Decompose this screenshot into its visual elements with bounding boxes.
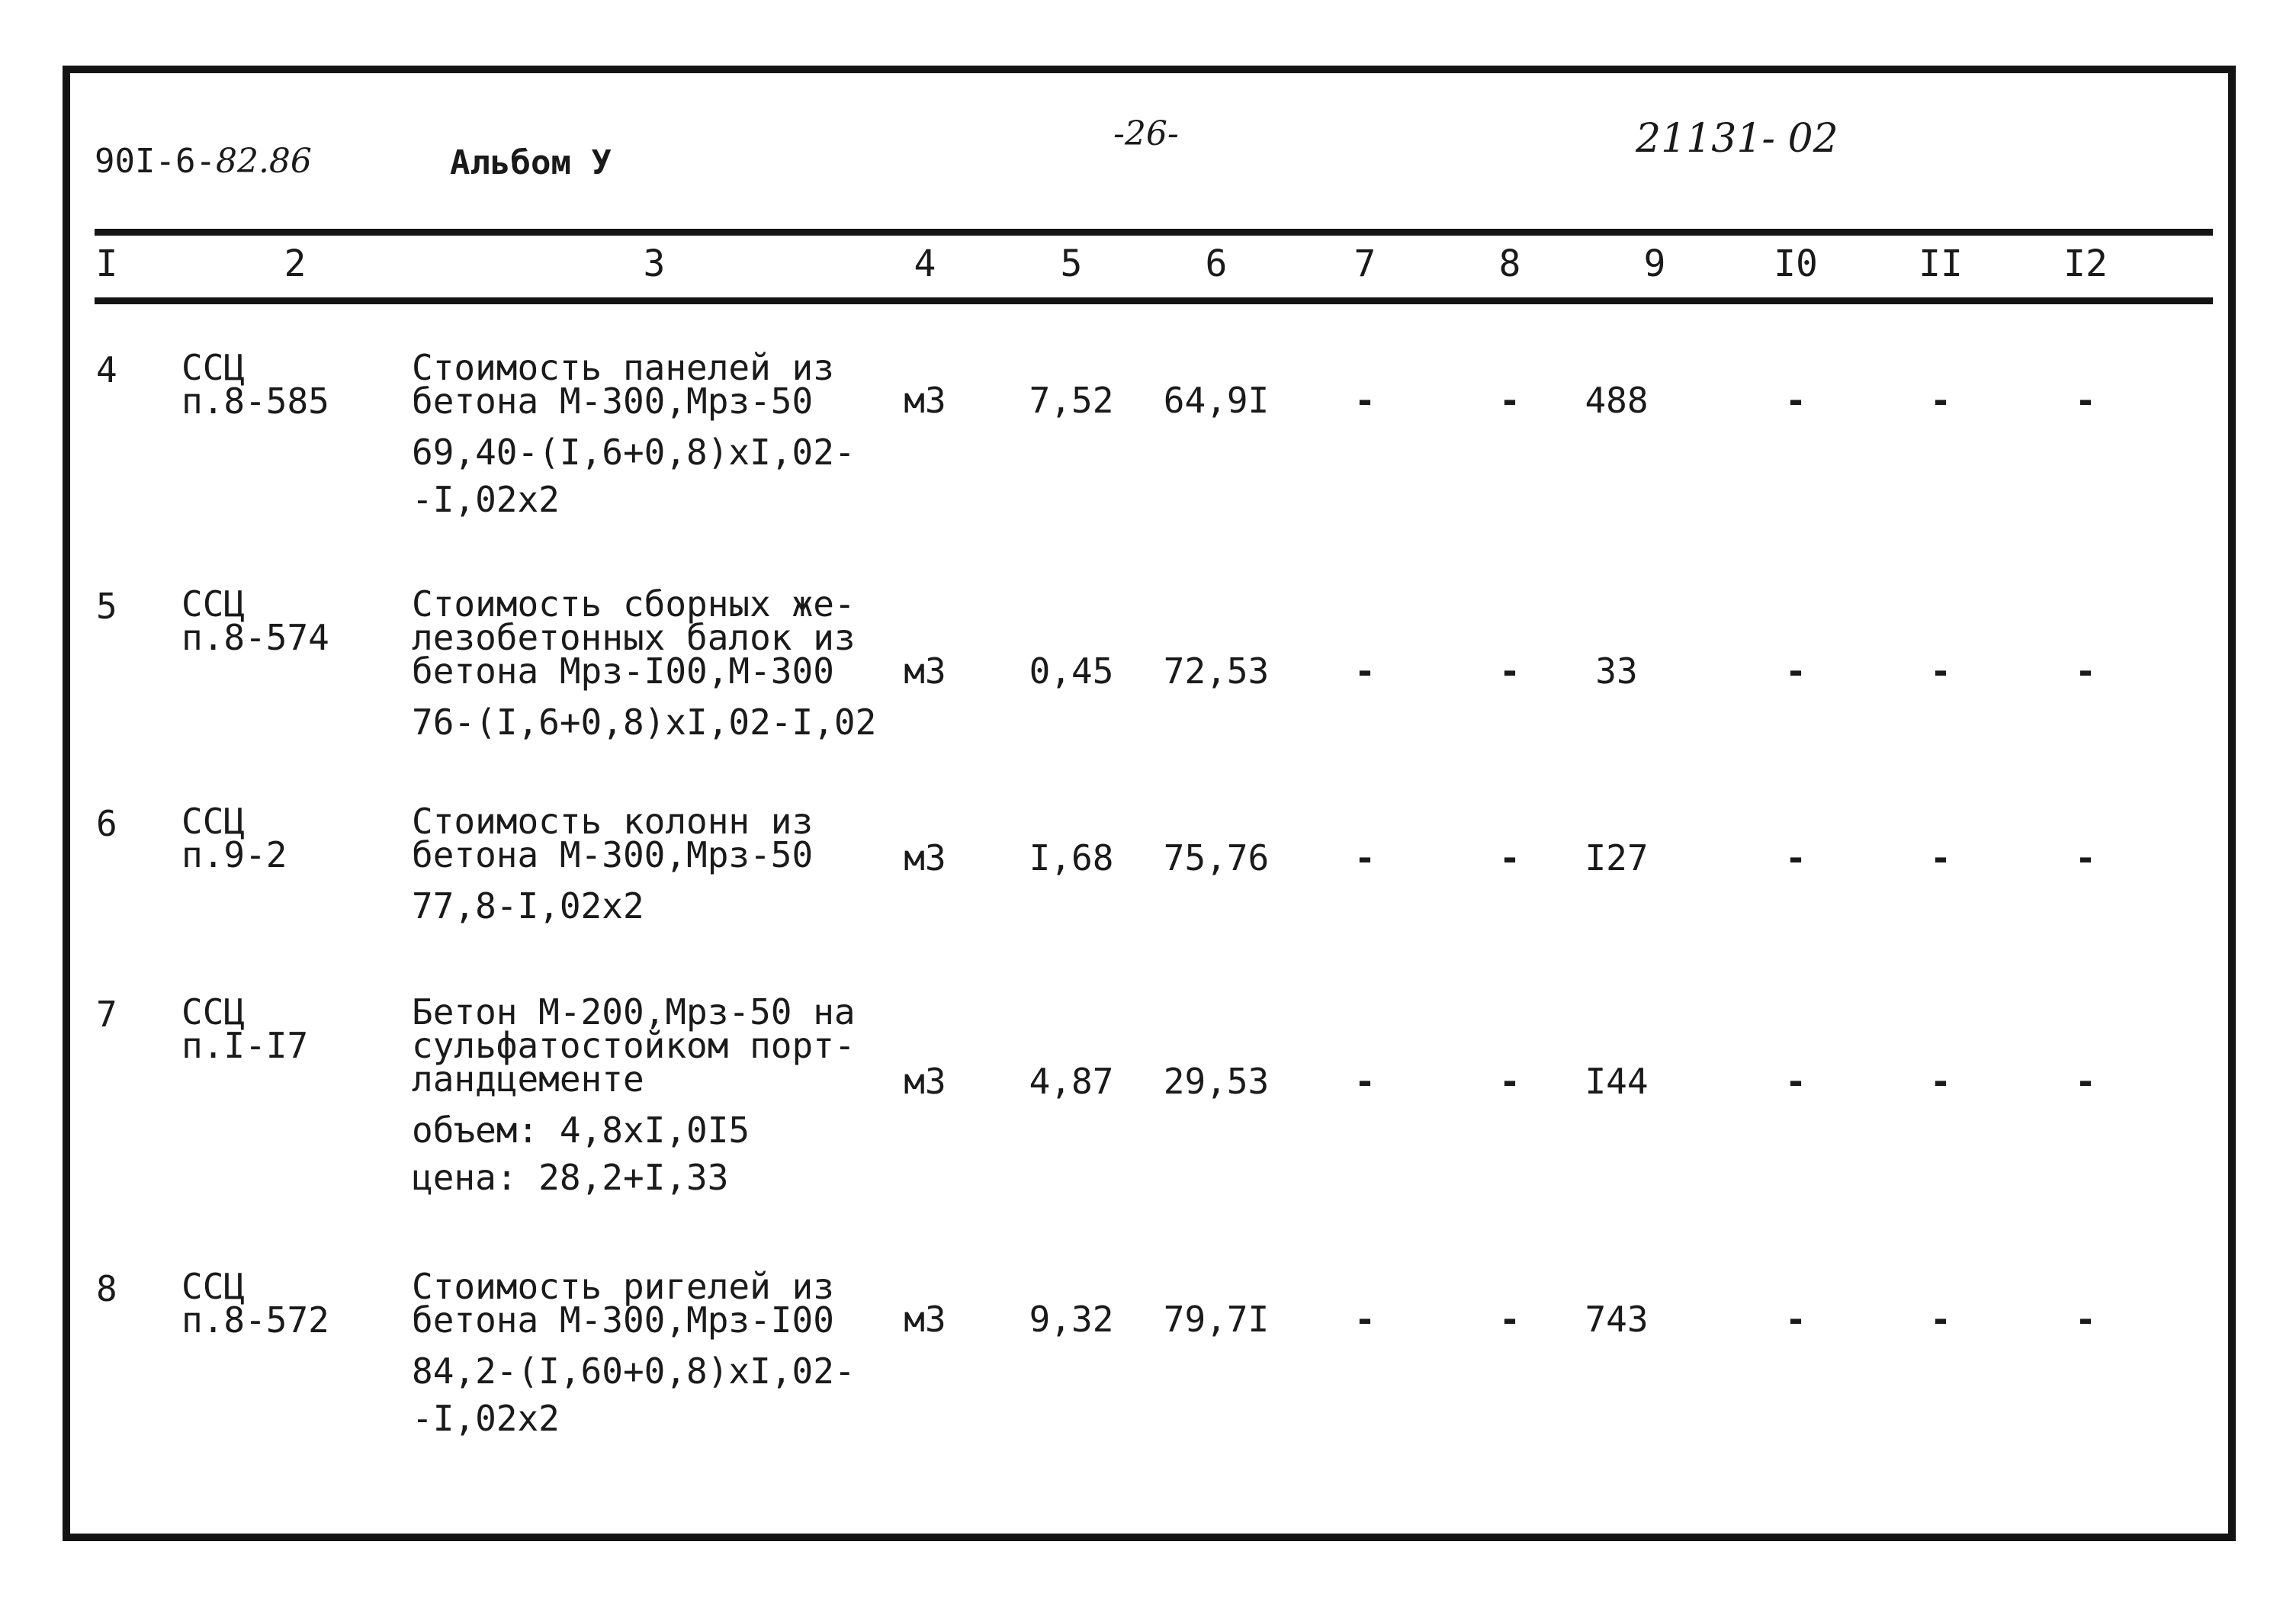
calculation-line: 76-(I,6+0,8)xI,02-I,02 xyxy=(412,702,877,743)
source-line: ССЦ xyxy=(181,347,246,388)
description-line: бетона М-300,Мрз-50 xyxy=(412,834,814,875)
total-cost-cell: I27 xyxy=(1585,837,1649,878)
description-line: лезобетонных балок из xyxy=(412,617,856,658)
description-line: Бетон М-200,Мрз-50 на xyxy=(412,991,856,1033)
calculation-line: -I,02x2 xyxy=(412,1398,560,1439)
col8-cell: - xyxy=(1499,1299,1520,1340)
item-description xyxy=(412,583,877,746)
col8-cell: - xyxy=(1499,1061,1520,1102)
unit-price-cell: 75,76 xyxy=(1163,837,1270,878)
col11-cell: - xyxy=(1930,380,1951,421)
item-description xyxy=(412,991,856,1201)
column-number: I2 xyxy=(2063,242,2108,285)
calculation-line: 84,2-(I,60+0,8)xI,02- xyxy=(412,1351,856,1392)
row-number: 5 xyxy=(96,586,117,627)
album-label: Альбом У xyxy=(450,143,612,182)
unit-cell: м3 xyxy=(904,1061,946,1102)
description-line: ландцементе xyxy=(412,1058,644,1100)
table-header-rule xyxy=(95,297,2213,304)
page-frame xyxy=(63,66,2236,1541)
column-number: 8 xyxy=(1498,242,1521,285)
col7-cell: - xyxy=(1354,837,1376,878)
col12-cell: - xyxy=(2075,837,2096,878)
column-number: 4 xyxy=(914,242,936,285)
description-line: Стоимость ригелей из xyxy=(412,1266,834,1307)
source-line: ССЦ xyxy=(181,801,246,842)
col7-cell: - xyxy=(1354,380,1376,421)
col11-cell: - xyxy=(1930,650,1951,692)
source-reference xyxy=(181,801,287,875)
item-description xyxy=(412,1266,856,1442)
item-description xyxy=(412,801,814,930)
source-line: п.8-574 xyxy=(181,617,329,658)
unit-price-cell: 72,53 xyxy=(1163,650,1270,692)
col11-cell: - xyxy=(1930,1061,1951,1102)
source-line: п.I-I7 xyxy=(181,1025,309,1066)
source-reference xyxy=(181,991,309,1066)
calculation-line: -I,02x2 xyxy=(412,479,560,520)
col7-cell: - xyxy=(1354,650,1376,692)
row-number: 8 xyxy=(96,1268,117,1309)
source-line: ССЦ xyxy=(181,583,246,625)
source-reference xyxy=(181,1266,329,1341)
calculation-line: цена: 28,2+I,33 xyxy=(412,1157,729,1198)
col8-cell: - xyxy=(1499,837,1520,878)
unit-cell: м3 xyxy=(904,837,946,878)
col7-cell: - xyxy=(1354,1299,1376,1340)
col10-cell: - xyxy=(1785,380,1806,421)
column-number: 9 xyxy=(1643,242,1666,285)
description-line: бетона М-300,Мрз-I00 xyxy=(412,1299,834,1341)
quantity-cell: 7,52 xyxy=(1029,380,1114,421)
col12-cell: - xyxy=(2075,1299,2096,1340)
table-top-rule xyxy=(95,229,2213,236)
column-number: 5 xyxy=(1060,242,1083,285)
col8-cell: - xyxy=(1499,380,1520,421)
unit-price-cell: 79,7I xyxy=(1163,1299,1270,1340)
col10-cell: - xyxy=(1785,1061,1806,1102)
source-line: п.9-2 xyxy=(181,834,287,875)
source-line: п.8-572 xyxy=(181,1299,329,1341)
source-line: ССЦ xyxy=(181,991,246,1033)
row-number: 7 xyxy=(96,994,117,1035)
row-number: 4 xyxy=(96,349,117,390)
description-line: сульфатостойком порт- xyxy=(412,1025,856,1066)
col12-cell: - xyxy=(2075,1061,2096,1102)
description-line: бетона М-300,Мрз-50 xyxy=(412,381,814,422)
column-number: I xyxy=(95,242,118,285)
total-cost-cell: 488 xyxy=(1585,380,1649,421)
source-reference xyxy=(181,583,329,658)
description-line: бетона Мрз-I00,М-300 xyxy=(412,650,834,692)
quantity-cell: 9,32 xyxy=(1029,1299,1114,1340)
doc-code-printed: 90I-6- xyxy=(95,142,216,181)
unit-price-cell: 64,9I xyxy=(1163,380,1270,421)
column-number: 7 xyxy=(1354,242,1376,285)
col12-cell: - xyxy=(2075,380,2096,421)
quantity-cell: I,68 xyxy=(1029,837,1114,878)
document-ref: 21131- 02 xyxy=(1636,116,1838,162)
column-number: I0 xyxy=(1774,242,1818,285)
source-reference xyxy=(181,347,329,422)
col7-cell: - xyxy=(1354,1061,1376,1102)
total-cost-cell: 33 xyxy=(1595,650,1638,692)
unit-price-cell: 29,53 xyxy=(1163,1061,1270,1102)
description-line: Стоимость колонн из xyxy=(412,801,814,842)
doc-code xyxy=(95,142,312,181)
column-number: 6 xyxy=(1205,242,1228,285)
page-number: -26- xyxy=(1113,114,1179,153)
col10-cell: - xyxy=(1785,650,1806,692)
quantity-cell: 0,45 xyxy=(1029,650,1114,692)
col10-cell: - xyxy=(1785,1299,1806,1340)
source-line: ССЦ xyxy=(181,1266,246,1307)
total-cost-cell: 743 xyxy=(1585,1299,1649,1340)
item-description xyxy=(412,347,856,523)
col8-cell: - xyxy=(1499,650,1520,692)
col12-cell: - xyxy=(2075,650,2096,692)
calculation-line: 77,8-I,02x2 xyxy=(412,885,644,927)
row-number: 6 xyxy=(96,803,117,844)
calculation-line: объем: 4,8xI,0I5 xyxy=(412,1110,750,1151)
total-cost-cell: I44 xyxy=(1585,1061,1649,1102)
quantity-cell: 4,87 xyxy=(1029,1061,1114,1102)
column-number: 2 xyxy=(284,242,307,285)
description-line: Стоимость сборных же- xyxy=(412,583,856,625)
col11-cell: - xyxy=(1930,1299,1951,1340)
col10-cell: - xyxy=(1785,837,1806,878)
unit-cell: м3 xyxy=(904,380,946,421)
source-line: п.8-585 xyxy=(181,381,329,422)
unit-cell: м3 xyxy=(904,650,946,692)
column-number: II xyxy=(1919,242,1963,285)
doc-code-handwritten: 82.86 xyxy=(215,142,312,181)
calculation-line: 69,40-(I,6+0,8)xI,02- xyxy=(412,432,856,473)
unit-cell: м3 xyxy=(904,1299,946,1340)
col11-cell: - xyxy=(1930,837,1951,878)
description-line: Стоимость панелей из xyxy=(412,347,834,388)
column-number: 3 xyxy=(643,242,666,285)
